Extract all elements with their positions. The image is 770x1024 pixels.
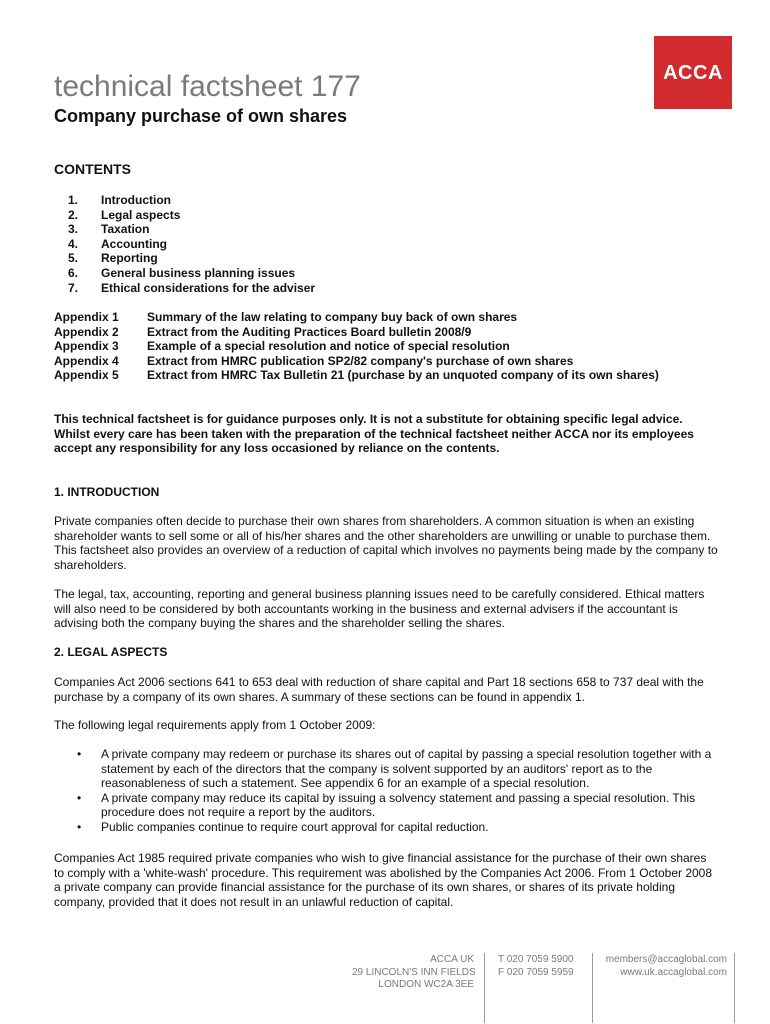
appendix-title: Extract from HMRC publication SP2/82 company's purchase of own shares xyxy=(147,353,574,368)
contents-item-number: 1. xyxy=(67,193,78,207)
appendix-title: Summary of the law relating to company buy back of own shares xyxy=(147,310,518,324)
footer-address-line: ACCA UK xyxy=(430,954,474,965)
bullet-text: A private company may redeem or purchase its shares out of capital by passing a special resolution together with a statement by each of the directors that the company is solvent supported by an auditors' report as to the reasonableness of such a statement. See appendix 6 for an example of a special resolution. xyxy=(101,747,712,791)
contents-item-number: 7. xyxy=(67,280,78,295)
contents-heading: CONTENTS xyxy=(54,161,131,177)
footer-divider xyxy=(592,953,593,1023)
appendix-title: Extract from the Auditing Practices Board bulletin 2008/9 xyxy=(147,324,472,339)
contents-item-number: 4. xyxy=(67,236,78,251)
bullet-text: Public companies continue to require court approval for capital reduction. xyxy=(101,819,489,834)
footer-website: www.uk.accaglobal.com xyxy=(620,966,727,978)
legal-closing-paragraph: Companies Act 1985 required private companies who wish to give financial assistance for the purchase of their own shares to comply with a 'white-wash' procedure. This requirement was abolished by the Companies Act 2006. From 1 October 2008 a private company can provide financial assistance for the purchase of its own shares, or shares of its private holding company, provided that it does not result in an unlawful reduction of capital. xyxy=(54,851,713,909)
document-subtitle: Company purchase of own shares xyxy=(54,106,348,126)
appendix-list xyxy=(54,310,659,383)
introduction-paragraph: The legal, tax, accounting, reporting and general business planning issues need to be carefully considered. Ethical matters will also need to be considered by both accountants working in the business and external advisers if the accountant is advising both the company buying the shares and the shareholder selling the shares. xyxy=(54,587,705,631)
appendix-item xyxy=(54,354,659,369)
bullet-item xyxy=(54,791,719,820)
contents-item xyxy=(54,222,315,237)
appendix-label: Appendix 1 xyxy=(54,310,119,324)
contents-item-number: 2. xyxy=(67,207,78,222)
footer-address-line: 29 LINCOLN'S INN FIELDS xyxy=(352,966,476,978)
appendix-title: Example of a special resolution and notice of special resolution xyxy=(147,339,510,354)
contents-item-label: Reporting xyxy=(101,251,158,266)
footer-address-line: LONDON WC2A 3EE xyxy=(378,979,474,990)
contents-item xyxy=(54,281,315,296)
footer-phone-line: F 020 7059 5959 xyxy=(498,966,574,978)
contents-item-label: Accounting xyxy=(101,236,167,251)
footer-web xyxy=(600,954,727,979)
footer-address xyxy=(352,954,474,992)
contents-item xyxy=(54,251,315,266)
contents-item-label: General business planning issues xyxy=(101,265,296,280)
footer-divider xyxy=(484,953,485,1023)
footer-divider xyxy=(734,953,735,1023)
contents-item-number: 6. xyxy=(67,265,78,280)
appendix-item xyxy=(54,310,659,325)
bullet-text: A private company may reduce its capital by issuing a solvency statement and passing a special resolution. This procedure does not require a report by the auditors. xyxy=(101,790,696,820)
bullet-icon: • xyxy=(77,819,82,834)
logo-text: ACCA xyxy=(663,62,723,84)
contents-item-number: 5. xyxy=(67,251,78,266)
appendix-label: Appendix 3 xyxy=(54,339,119,354)
section-heading-introduction: 1. INTRODUCTION xyxy=(54,485,160,499)
appendix-label: Appendix 2 xyxy=(54,324,119,339)
bullet-item xyxy=(54,820,719,835)
contents-item-label: Ethical considerations for the adviser xyxy=(101,280,316,295)
acca-logo xyxy=(654,36,732,109)
appendix-item xyxy=(54,339,659,354)
bullet-icon: • xyxy=(77,747,82,761)
legal-paragraph: Companies Act 2006 sections 641 to 653 deal with reduction of share capital and Part 18 sections 658 to 737 deal with the purchase by a company of its own shares. A summary of these sections can be found in appendix 1. xyxy=(54,675,704,704)
footer-phone xyxy=(498,954,574,979)
factsheet-title: technical factsheet 177 xyxy=(54,70,361,103)
contents-item xyxy=(54,208,315,223)
contents-item-label: Taxation xyxy=(101,222,150,237)
bullet-icon: • xyxy=(77,790,82,805)
section-heading-legal-aspects: 2. LEGAL ASPECTS xyxy=(54,645,168,659)
contents-item-number: 3. xyxy=(67,222,78,237)
appendix-label: Appendix 4 xyxy=(54,353,119,368)
contents-item xyxy=(54,237,315,252)
footer-phone-line: T 020 7059 5900 xyxy=(498,954,574,965)
bullet-item xyxy=(54,747,719,791)
contents-item xyxy=(54,266,315,281)
legal-requirements-list xyxy=(54,747,719,835)
disclaimer-paragraph: This technical factsheet is for guidance purposes only. It is not a substitute for obtaining specific legal advice. Whilst every care has been taken with the preparation of the technical factsheet neither ACCA nor its employees accept any responsibility for any loss occasioned by reliance on the contents. xyxy=(54,412,694,456)
appendix-item xyxy=(54,368,659,383)
legal-paragraph: The following legal requirements apply from 1 October 2009: xyxy=(54,718,376,732)
contents-list xyxy=(54,193,315,295)
contents-item xyxy=(54,193,315,208)
appendix-title: Extract from HMRC Tax Bulletin 21 (purchase by an unquoted company of its own shares) xyxy=(147,368,659,383)
appendix-item xyxy=(54,325,659,340)
contents-item-label: Introduction xyxy=(101,193,171,207)
appendix-label: Appendix 5 xyxy=(54,368,119,383)
contents-item-label: Legal aspects xyxy=(101,207,181,222)
introduction-paragraph: Private companies often decide to purchase their own shares from shareholders. A common situation is when an existing shareholder wants to sell some or all of his/her shares and the other shareholders are unwilling or unable to purchase them. This factsheet also provides an overview of a reduction of capital which involves no payments being made by the company to shareholders. xyxy=(54,514,718,572)
footer-email: members@accaglobal.com xyxy=(605,954,727,965)
